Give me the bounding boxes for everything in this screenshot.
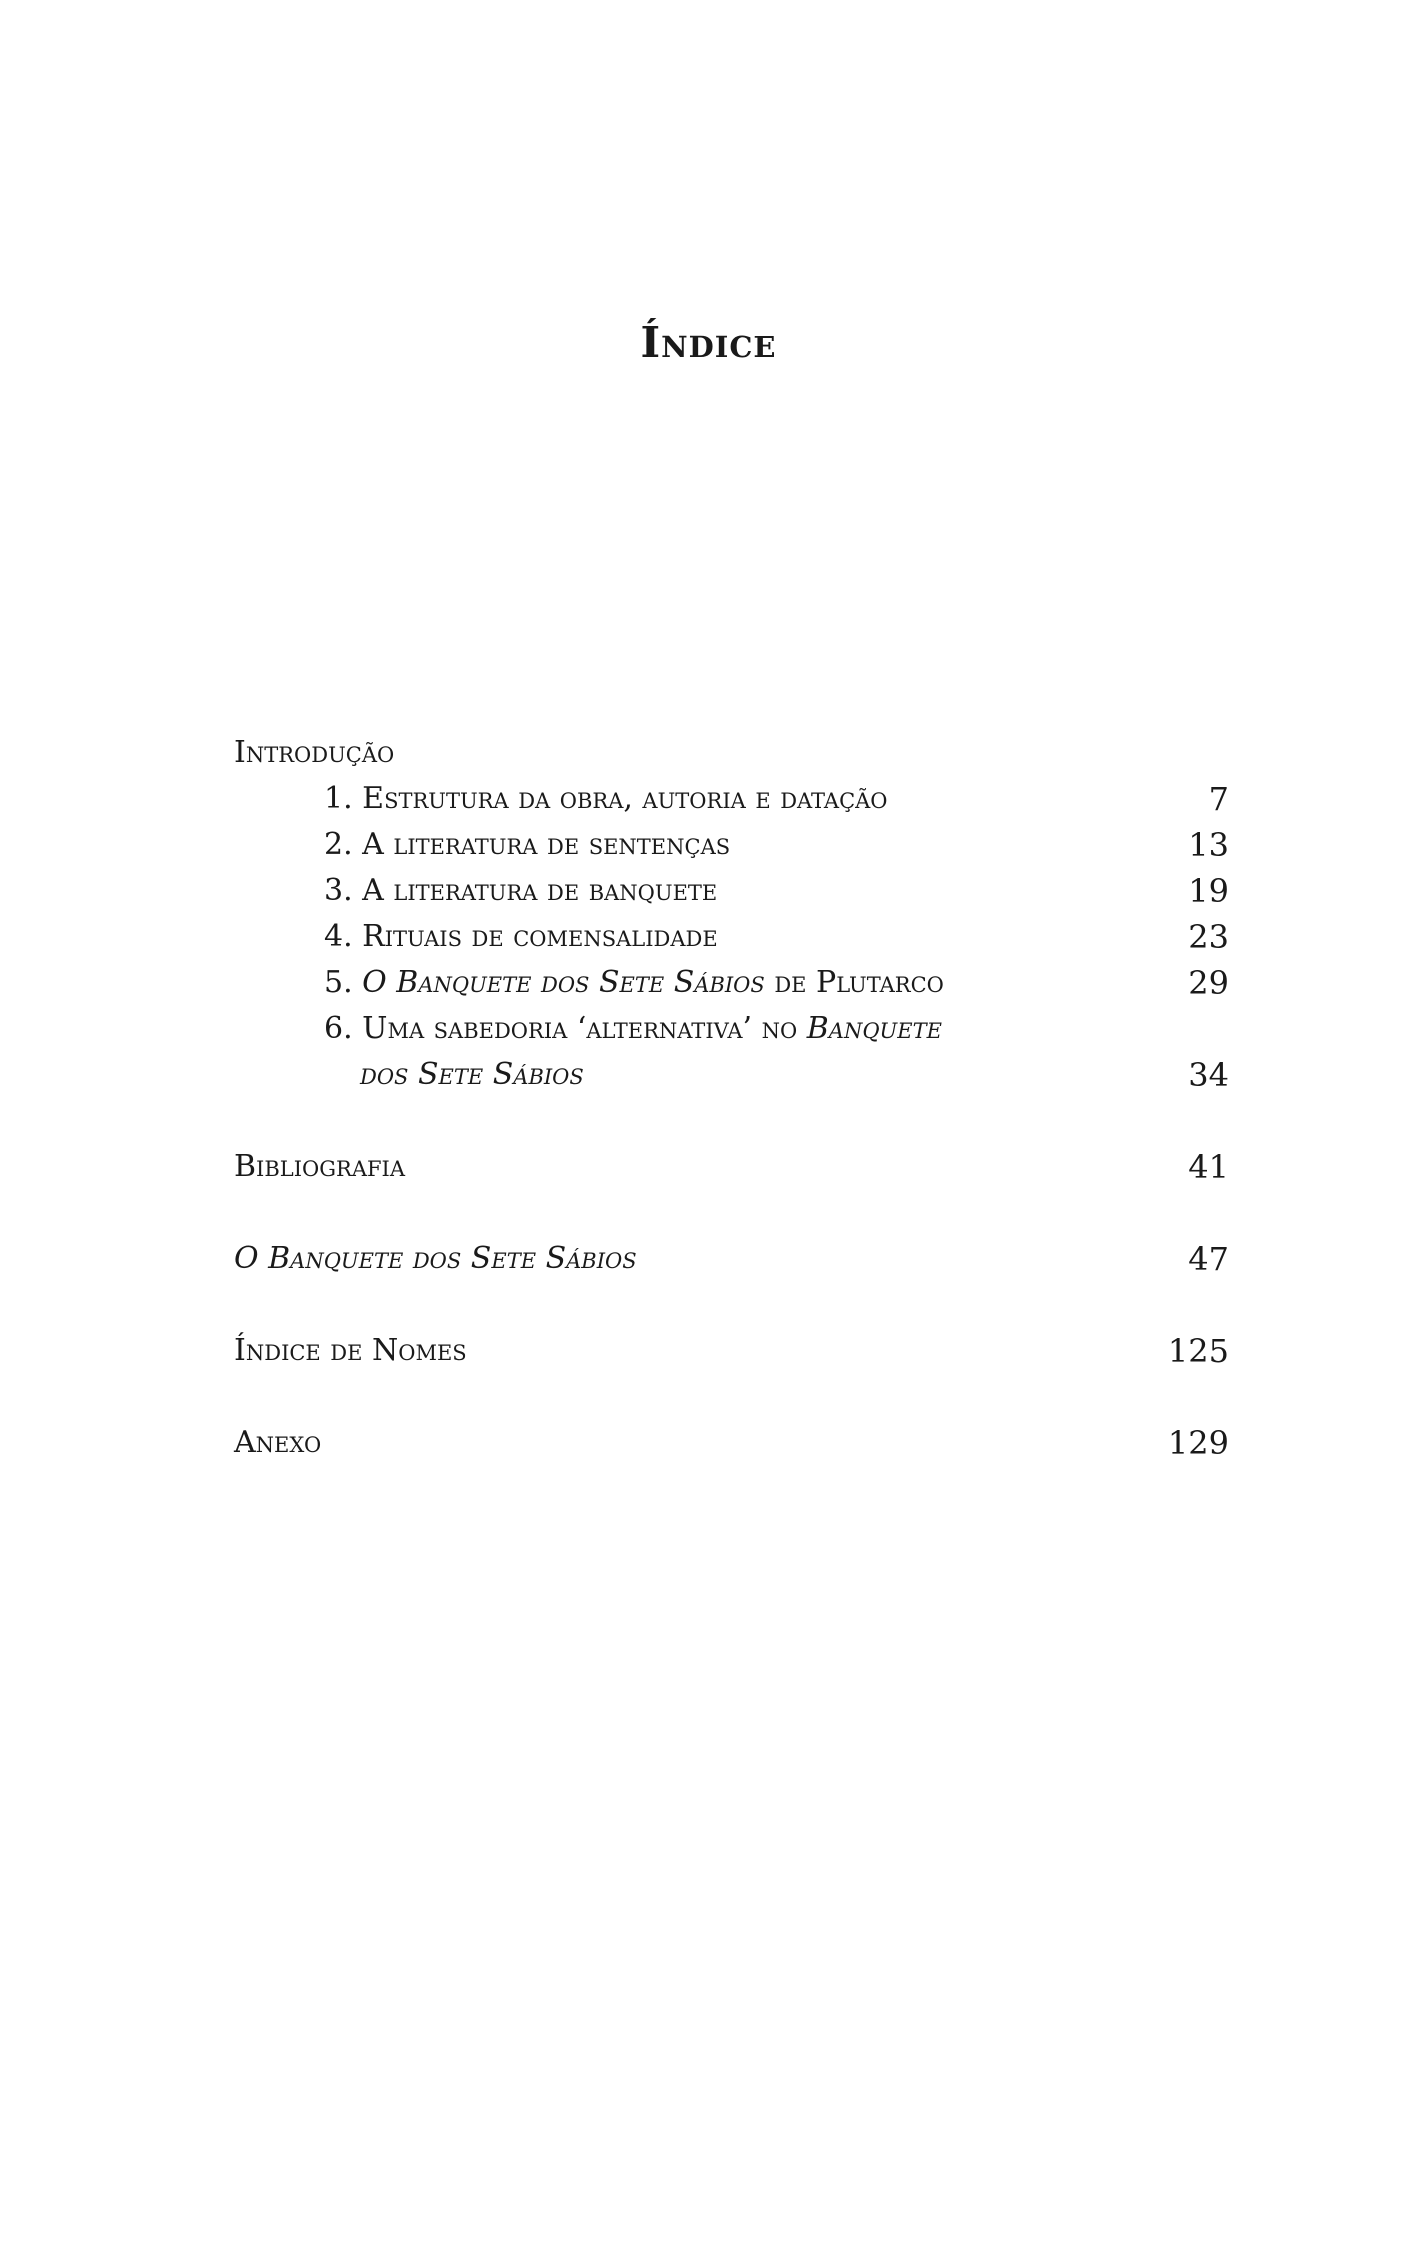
toc-section-introducao [234, 730, 1229, 776]
toc-item-label: de Plutarco [774, 965, 944, 1000]
toc-item-number: 1. [324, 781, 353, 816]
toc-page-number: 125 [1167, 1332, 1229, 1370]
toc-section-indice-nomes [234, 1328, 1229, 1374]
toc-page-number: 34 [1188, 1056, 1229, 1094]
toc-section-label: Bibliografia [234, 1149, 406, 1184]
toc-page-number: 23 [1188, 918, 1229, 956]
toc-item-italic-title: dos Sete Sábios [360, 1057, 584, 1092]
toc-item-label: A literatura de sentenças [362, 827, 731, 862]
toc-item-3 [234, 868, 1229, 914]
toc-page-number: 47 [1188, 1240, 1229, 1278]
toc-item-6 [234, 1006, 1229, 1052]
toc-section-anexo [234, 1420, 1229, 1466]
toc-item-italic-title: Banquete [806, 1011, 942, 1046]
page-title: Índice [640, 318, 777, 367]
toc-section-banquete [234, 1236, 1229, 1282]
toc-item-number: 6. [324, 1011, 353, 1046]
toc-item-6-continuation [234, 1052, 1229, 1098]
toc-item-number: 3. [324, 873, 353, 908]
toc-page-number: 13 [1188, 826, 1229, 864]
toc-item-italic-title: O Banquete dos Sete Sábios [362, 965, 765, 1000]
toc-item-2 [234, 822, 1229, 868]
toc-section-label: O Banquete dos Sete Sábios [234, 1241, 637, 1276]
toc-page-number: 129 [1167, 1424, 1229, 1462]
toc-page-number: 19 [1188, 872, 1229, 910]
toc-item-number: 2. [324, 827, 353, 862]
toc-item-label: A literatura de banquete [362, 873, 718, 908]
toc-section-label: Anexo [234, 1425, 322, 1460]
toc-section-bibliografia [234, 1144, 1229, 1190]
toc-page-number: 7 [1208, 780, 1229, 818]
toc-section-label: Índice de Nomes [234, 1333, 467, 1368]
toc-item-1 [234, 776, 1229, 822]
toc-item-5 [234, 960, 1229, 1006]
toc-item-label: Rituais de comensalidade [362, 919, 718, 954]
toc-item-4 [234, 914, 1229, 960]
toc-item-label: Uma sabedoria ‘alternativa’ no [362, 1011, 798, 1046]
toc-page-number: 41 [1188, 1148, 1229, 1186]
toc-section-label: Introdução [234, 735, 395, 770]
toc-item-number: 4. [324, 919, 353, 954]
toc-page-number: 29 [1188, 964, 1229, 1002]
toc-item-label: Estrutura da obra, autoria e datação [362, 781, 888, 816]
toc-item-number: 5. [324, 965, 353, 1000]
